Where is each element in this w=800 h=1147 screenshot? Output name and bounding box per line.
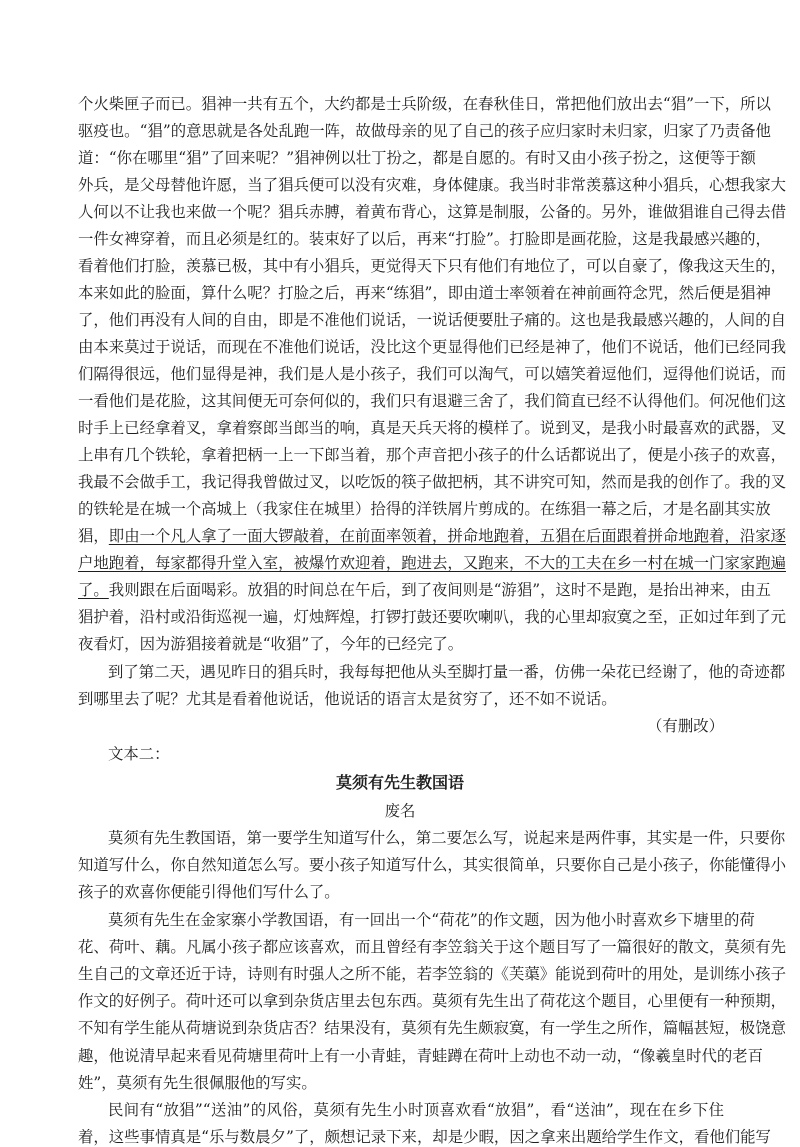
text1-line-2: 驱疫也。“猖”的意思就是各处乱跑一阵，故做母亲的见了自己的孩子应归家时未归家，归家了乃责备他 (78, 122, 771, 140)
text1-line-5: 人何以不让我也来做一个呢？猖兵赤膊，着黄布背心，这算是制服，公备的。另外，谁做猖谁自己得去借 (78, 203, 786, 221)
text2-line-12: 着，这些事情真是“乐与数晨夕”了，颇想记录下来，却是少暇，因之拿来出题给学生作文，看他们能写 (78, 1128, 771, 1146)
text2-line-9: 趣，他说清早起来看见荷塘里荷叶上有一小青蛙，青蛙蹲在荷叶上动也不动一动，“像羲皇时代的老百 (78, 1047, 764, 1065)
text2-line-1: 莫须有先生教国语，第一要学生知道写什么，第二要怎么写，说起来是两件事，其实是一件，只要你 (108, 829, 786, 847)
text2-line-4: 莫须有先生在金家寨小学教国语，有一回出一个“荷花”的作文题，因为他小时喜欢乡下塘里的荷 (108, 911, 755, 929)
text2-author: 废名 (384, 802, 416, 820)
text2-label: 文本二： (108, 745, 170, 763)
text1-line-21: 夜看灯，因为游猖接着就是“收猖”了，今年的已经完了。 (78, 635, 464, 653)
text2-line-6: 生自己的文章还近于诗，诗则有时强人之所不能，若李笠翁的《芙蕖》能说到荷叶的用处，是训练小孩子 (78, 965, 786, 983)
text1-line-1: 个火柴匣子而已。猖神一共有五个，大约都是士兵阶级，在春秋佳日，常把他们放出去“猖”一下，所以 (78, 95, 771, 113)
text2-line-3: 孩子的欢喜你便能引得他们写什么了。 (78, 883, 340, 901)
text1-line-20: 猖护着，沿村或沿街巡视一遍，灯烛辉煌，打锣打鼓还要吹喇叭，我的心里却寂寞之至，正如过年到了元 (78, 608, 786, 626)
text1-line-19 (78, 580, 771, 600)
text1-line-15: 我最不会做手工，我记得我曾做过叉，以吃饭的筷子做把柄，其不讲究可知，然而是我的创作了。我的叉 (78, 473, 786, 491)
text1-line-4: 外兵，是父母替他许愿，当了猖兵便可以没有灾难，身体健康。我当时非常羡慕这种小猖兵，心想我家大 (78, 176, 786, 194)
text2-line-5: 花、荷叶、藕。凡属小孩子都应该喜欢，而且曾经有李笠翁关于这个题目写了一篇很好的散文，莫须有先 (78, 938, 786, 956)
text1-ul1-pre: 猖， (78, 527, 109, 545)
text2-title: 莫须有先生教国语 (335, 773, 464, 792)
underlined-passage-1: 即由一个凡人拿了一面大锣敲着，在前面率领着，拼命地跑着，五猖在后面跟着拼命地跑着，沿家逐 (108, 527, 786, 545)
text1-line-12: 一看他们是花脸，这其间便无可奈何似的，我们只有退避三舍了，我们简直已经不认得他们。何况他们这 (78, 392, 786, 410)
text1-ul3-post: 我则跟在后面喝彩。放猖的时间总在午后，到了夜间则是“游猖”，这时不是跑，是抬出神来，由五 (108, 581, 771, 599)
text1-line-11: 们隔得很远，他们显得是神，我们是人是小孩子，我们可以淘气，可以嬉笑着逗他们，逗得他们说话，而 (78, 365, 786, 383)
text1-line-3: 道：“你在哪里“猖”了回来呢？”猖神例以壮丁扮之，都是自愿的。有时又由小孩子扮之，这便等于额 (78, 149, 756, 167)
text1-line-8: 本来如此的脸面，算什么呢？打脸之后，再来“练猖”，即由道士率领着在神前画符念咒，然后便是猖神 (78, 284, 771, 302)
text1-line-17 (78, 526, 786, 546)
text1-line-7: 看着他们打脸，羡慕已极，其中有小猖兵，更觉得天下只有他们有地位了，可以自豪了，像我这天生的， (78, 257, 786, 275)
text1-line-10: 由本来莫过于说话，而现在不准他们说话，没比这个更显得他们已经是神了，他们不说话，他们已经同我 (78, 338, 786, 356)
text1-line-14: 上串有几个铁轮，拿着把柄一上一下郎当着，那个声音把小孩子的什么话都说出了，便是小孩子的欢喜， (78, 446, 786, 464)
text1-p2-line-2: 到哪里去了呢？尤其是看着他说话，他说话的语言太是贫穷了，还不如不说话。 (78, 690, 617, 708)
underlined-passage-3: 了。 (78, 581, 109, 599)
text1-line-6: 一件女裨穿着，而且必须是红的。装束好了以后，再来“打脸”。打脸即是画花脸，这是我最感兴趣的， (78, 230, 771, 248)
text1-line-13: 时手上已经拿着叉，拿着察郎当郎当的响，真是天兵天将的模样了。说到叉，是我小时最喜欢的武器，叉 (78, 419, 786, 437)
text2-line-8: 不知有学生能从荷塘说到杂货店否？结果没有，莫须有先生颇寂寞，有一学生之所作，篇幅甚短，极饶意 (78, 1019, 786, 1037)
text2-line-7: 作文的好例子。荷叶还可以拿到杂货店里去包东西。莫须有先生出了荷花这个题目，心里便有一种预期， (78, 992, 786, 1010)
text2-line-2: 知道写什么，你自然知道怎么写。要小孩子知道写什么，其实很简单，只要你自己是小孩子，你能懂得小 (78, 856, 786, 874)
source-note: （有删改） (647, 717, 724, 735)
underlined-passage-2: 户地跑着，每家都得升堂入室，被爆竹欢迎着，跑进去，又跑来，不大的工夫在乡一村在城一门家家跑遍 (78, 554, 786, 572)
text2-line-10: 姓”，莫须有先生很佩服他的写实。 (78, 1074, 317, 1092)
text1-line-9: 了，他们再没有人间的自由，即是不准他们说话，一说话便要肚子痛的。这也是我最感兴趣的，人间的自 (78, 311, 786, 329)
text1-p2-line-1: 到了第二天，遇见昨日的猖兵时，我每每把他从头至脚打量一番，仿佛一朵花已经谢了，他的奇迹都 (108, 663, 786, 681)
text2-line-11: 民间有“放猖”“送油”的风俗，莫须有先生小时顶喜欢看“放猖”，看“送油”，现在在乡下住 (108, 1101, 724, 1119)
text1-line-16: 的铁轮是在城一个高城上（我家住在城里）拾得的洋铁屑片剪成的。在练猖一幕之后，才是名副其实放 (78, 500, 771, 518)
